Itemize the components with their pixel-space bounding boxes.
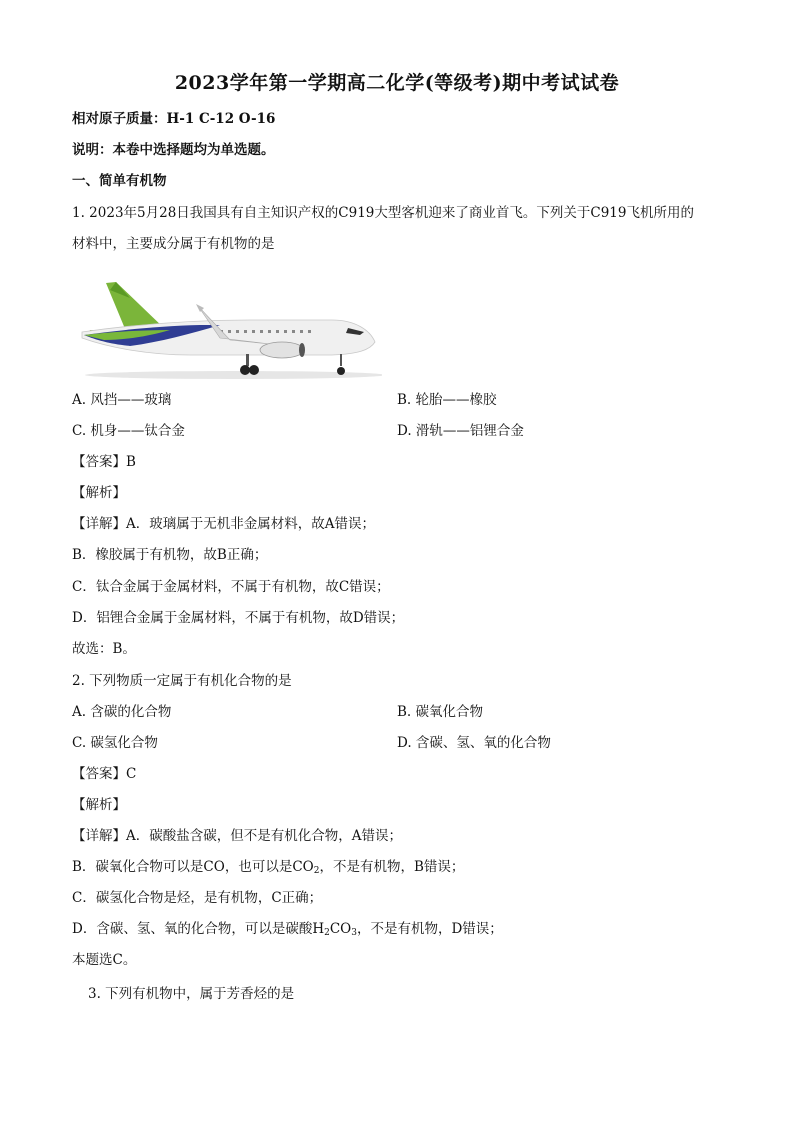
q1-detail-c: C．钛合金属于金属材料，不属于有机物，故C错误； (72, 579, 390, 595)
q1-detail-d: D．铝锂合金属于金属材料，不属于有机物，故D错误； (72, 610, 405, 626)
q1-option-d: D. 滑轨——铝锂合金 (397, 423, 524, 439)
q1-detail-b: B．橡胶属于有机物，故B正确； (72, 547, 268, 563)
q1-option-c: C. 机身——钛合金 (72, 423, 185, 439)
q2-detail-d: D．含碳、氢、氧的化合物，可以是碳酸$H_2CO_3$，不是有机物，D错误； (72, 921, 503, 938)
q2-conclusion: 本题选C。 (72, 952, 137, 968)
q2-detail-a: 【详解】A．碳酸盐含碳，但不是有机化合物，A错误； (72, 828, 402, 844)
q1-option-b: B. 轮胎——橡胶 (397, 392, 497, 408)
q1-detail-a: 【详解】A．玻璃属于无机非金属材料，故A错误； (72, 516, 375, 532)
q2-option-a: A. 含碳的化合物 (72, 704, 172, 720)
atomic-mass-line: 相对原子质量：H-1 C-12 O-16 (72, 111, 276, 127)
q2-option-b: B. 碳氧化合物 (397, 704, 484, 720)
q1-conclusion: 故选：B。 (72, 641, 136, 657)
q2-detail-c: C．碳氢化合物是烃，是有机物，C正确； (72, 890, 323, 906)
q1-option-a: A. 风挡——玻璃 (72, 392, 172, 408)
c919-airplane-image (70, 278, 382, 382)
q3-stem: 3. 下列有机物中，属于芳香烃的是 (88, 986, 295, 1002)
q1-answer: 【答案】B (72, 454, 136, 470)
q2-detail-b: B．碳氧化合物可以是CO，也可以是$CO_2$，不是有机物，B错误； (72, 859, 465, 876)
q1-analysis-label: 【解析】 (72, 485, 126, 501)
q2-option-c: C. 碳氢化合物 (72, 735, 158, 751)
instruction-note: 说明：本卷中选择题均为单选题。 (72, 142, 275, 158)
q1-stem-line2: 材料中，主要成分属于有机物的是 (72, 236, 275, 252)
q2-analysis-label: 【解析】 (72, 797, 126, 813)
q2-answer: 【答案】C (72, 766, 137, 782)
q2-option-d: D. 含碳、氢、氧的化合物 (397, 735, 551, 751)
section-heading: 一、简单有机物 (72, 173, 167, 189)
q2-stem: 2. 下列物质一定属于有机化合物的是 (72, 673, 292, 689)
page-title: 2023学年第一学期高二化学(等级考)期中考试试卷 (174, 72, 620, 94)
q1-stem-line1: 1. 2023年5月28日我国具有自主知识产权的C919大型客机迎来了商业首飞。下列关于C919飞机所用的 (72, 205, 694, 221)
